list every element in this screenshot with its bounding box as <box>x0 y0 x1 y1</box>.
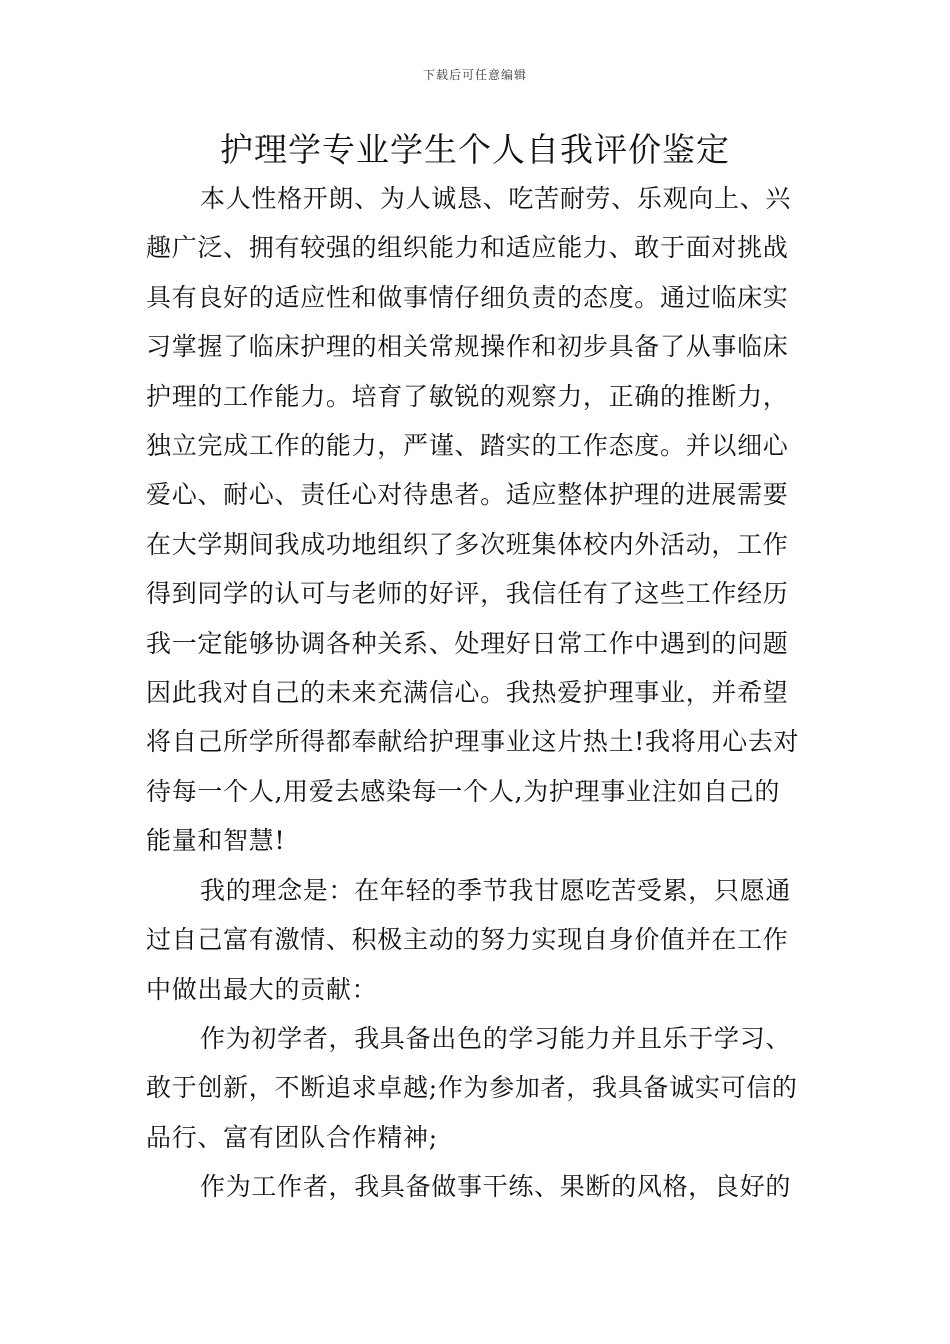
paragraph-line: 作为工作者，我具备做事干练、果断的风格，良好的 <box>200 1172 792 1202</box>
paragraph-line: 作为初学者，我具备出色的学习能力并且乐于学习、 <box>200 1023 792 1053</box>
document-body <box>146 174 806 1212</box>
paragraph-line: 护理的工作能力。培育了敏锐的观察力，正确的推断力， <box>146 381 789 411</box>
paragraph-line: 过自己富有激情、积极主动的努力实现自身价值并在工作 <box>146 925 789 955</box>
paragraph-line: 趣广泛、拥有较强的组织能力和适应能力、敢于面对挑战 <box>146 233 789 263</box>
paragraph-line: 将自己所学所得都奉献给护理事业这片热土!我将用心去对 <box>146 727 800 757</box>
paragraph-line: 本人性格开朗、为人诚恳、吃苦耐劳、乐观向上、兴 <box>200 184 792 213</box>
paragraph-line: 在大学期间我成功地组织了多次班集体校内外活动，工作 <box>146 529 789 559</box>
paragraph-line: 因此我对自己的未来充满信心。我热爱护理事业，并希望 <box>146 678 789 708</box>
paragraph-line: 敢于创新，不断追求卓越;作为参加者，我具备诚实可信的 <box>146 1073 798 1103</box>
paragraph-line: 独立完成工作的能力，严谨、踏实的工作态度。并以细心 <box>146 431 789 461</box>
paragraph-line: 中做出最大的贡献： <box>146 974 378 1004</box>
paragraph-line: 能量和智慧! <box>146 826 286 856</box>
paragraph-line: 我的理念是：在年轻的季节我甘愿吃苦受累，只愿通 <box>200 875 792 905</box>
paragraph-line: 爱心、耐心、责任心对待患者。适应整体护理的进展需要 <box>146 480 789 510</box>
header-note: 下载后可任意编辑 <box>422 68 527 82</box>
paragraph-line: 待每一个人,用爱去感染每一个人,为护理事业注如自己的 <box>146 776 781 806</box>
document-title: 护理学专业学生个人自我评价鉴定 <box>220 130 730 169</box>
paragraph-line: 得到同学的认可与老师的好评，我信任有了这些工作经历 <box>146 579 789 609</box>
paragraph-line: 习掌握了临床护理的相关常规操作和初步具备了从事临床 <box>146 332 789 362</box>
paragraph-line: 品行、富有团队合作精神; <box>146 1122 438 1152</box>
paragraph-line: 我一定能够协调各种关系、处理好日常工作中遇到的问题 <box>146 628 789 658</box>
paragraph-line: 具有良好的适应性和做事情仔细负责的态度。通过临床实 <box>146 282 789 312</box>
